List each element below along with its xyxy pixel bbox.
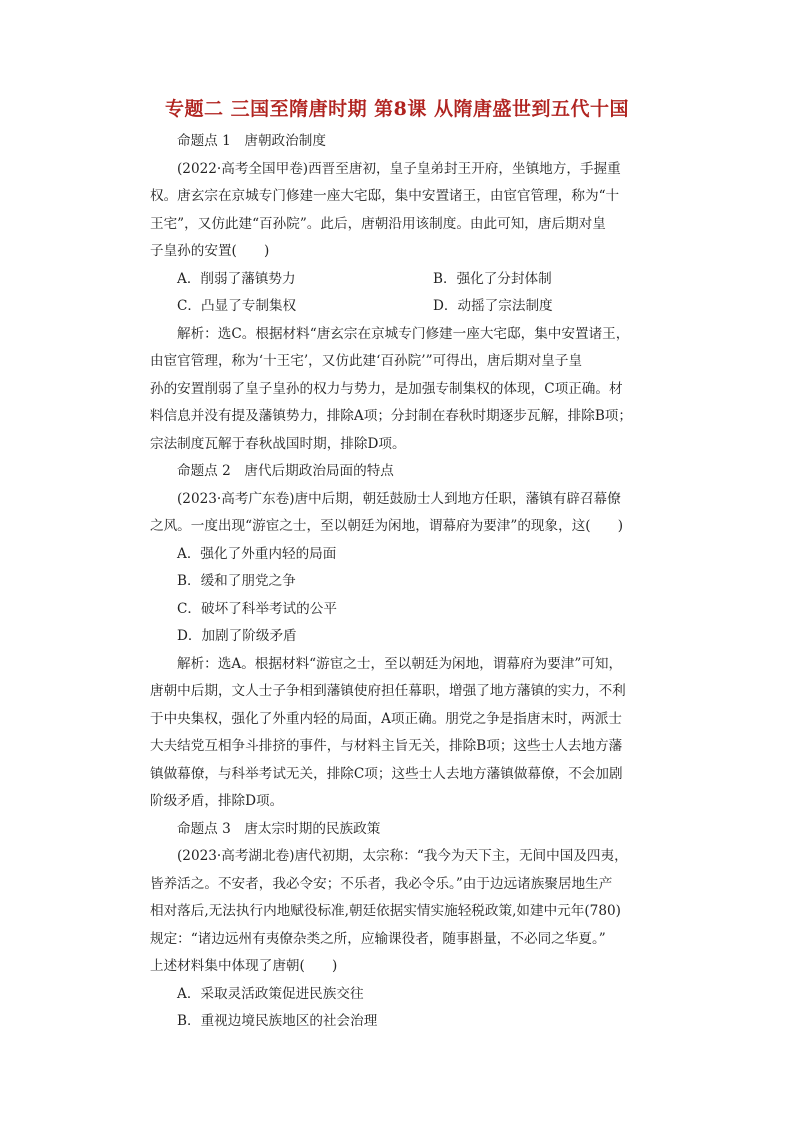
q3-stem-line: 相对落后,无法执行内地赋役标准,朝廷依据实情实施轻税政策,如建中元年(780)	[150, 903, 621, 919]
q2-analysis-line: 于中央集权，强化了外重内轻的局面，A项正确。朋党之争是指唐末时，两派士	[150, 710, 623, 727]
q2-option-d: D．加剧了阶级矛盾	[177, 628, 297, 644]
q1-option-a: A．削弱了藩镇势力	[177, 270, 296, 287]
q3-heading: 命题点 3 唐太宗时期的民族政策	[177, 820, 381, 837]
q1-analysis-line: 宗法制度瓦解于春秋战国时期，排除D项。	[150, 435, 406, 452]
q1-heading: 命题点 1 唐朝政治制度	[177, 133, 326, 149]
q1-option-d: D．动摇了宗法制度	[433, 298, 553, 314]
q1-analysis-line: 孙的安置削弱了皇子皇孙的权力与势力，是加强专制集权的体现，C项正确。材	[150, 380, 623, 397]
q2-option-a: A．强化了外重内轻的局面	[177, 545, 337, 562]
q3-option-b: B．重视边境民族地区的社会治理	[177, 1013, 378, 1029]
q3-option-a: A．采取灵活政策促进民族交往	[177, 985, 364, 1002]
lesson-title: 专题二 三国至隋唐时期 第8课 从隋唐盛世到五代十国	[164, 98, 630, 120]
q1-stem-line: 权。唐玄宗在京城专门修建一座大宅邸，集中安置诸王，由宦官管理，称为“十	[150, 188, 620, 204]
q2-option-c: C．破坏了科举考试的公平	[177, 600, 337, 617]
q1-stem-line: (2022·高考全国甲卷)西晋至唐初，皇子皇弟封王开府，坐镇地方，手握重	[177, 160, 621, 177]
q1-option-c: C．凸显了专制集权	[177, 298, 297, 314]
q1-stem-line: 子皇孙的安置( )	[150, 243, 270, 259]
q1-analysis-line: 由宦官管理，称为‘十王宅’，又仿此建‘百孙院’”可得出，唐后期对皇子皇	[150, 353, 583, 369]
q2-analysis-line: 阶级矛盾，排除D项。	[150, 793, 284, 809]
q3-stem-line: 规定：“诸边远州有夷僚杂类之所，应输课役者，随事斟量，不必同之华夏。”	[150, 930, 606, 947]
q3-stem-line: (2023·高考湖北卷)唐代初期，太宗称：“我今为天下主，无间中国及四夷，	[177, 848, 628, 864]
q2-analysis-line: 镇做幕僚，与科举考试无关，排除C项；这些士人去地方藩镇做幕僚，不会加剧	[150, 765, 623, 782]
q2-heading: 命题点 2 唐代后期政治局面的特点	[177, 463, 394, 479]
q1-stem-line: 王宅”，又仿此建“百孙院”。此后，唐朝沿用该制度。由此可知，唐后期对皇	[150, 215, 606, 232]
q2-analysis-line: 大夫结党互相争斗排挤的事件，与材料主旨无关，排除B项；这些士人去地方藩	[150, 738, 623, 754]
q1-option-b: B．强化了分封体制	[433, 270, 552, 287]
q1-analysis-line: 解析：选C。根据材料“唐玄宗在京城专门修建一座大宅邸，集中安置诸王，	[177, 325, 630, 342]
q2-option-b: B．缓和了朋党之争	[177, 573, 296, 589]
q2-stem-line: (2023·高考广东卷)唐中后期，朝廷鼓励士人到地方任职，藩镇有辟召幕僚	[177, 490, 621, 507]
q2-analysis-line: 解析：选A。根据材料“游宦之士，至以朝廷为闲地，谓幕府为要津”可知，	[177, 655, 623, 672]
q2-stem-line: 之风。一度出现“游宦之士，至以朝廷为闲地，谓幕府为要津”的现象，这( )	[150, 518, 624, 534]
q3-stem-line: 上述材料集中体现了唐朝( )	[150, 958, 338, 974]
q2-analysis-line: 唐朝中后期，文人士子争相到藩镇使府担任幕职，增强了地方藩镇的实力，不利	[150, 683, 626, 699]
q1-analysis-line: 料信息并没有提及藩镇势力，排除A项；分封制在春秋时期逐步瓦解，排除B项；	[150, 408, 632, 424]
q3-stem-line: 皆养活之。不安者，我必令安；不乐者，我必令乐。”由于边远诸族聚居地生产	[150, 875, 613, 892]
